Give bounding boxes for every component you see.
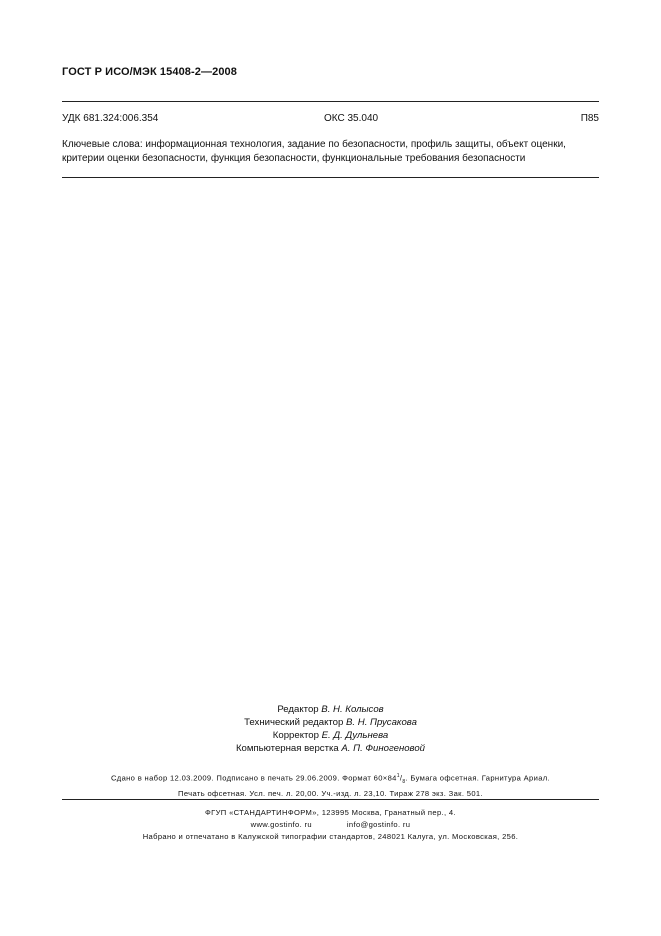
staff-name: А. П. Финогеновой [341,743,426,754]
staff-name: Е. Д. Дульнева [321,730,389,741]
staff-row-corrector [0,729,661,742]
staff-row-editor [0,703,661,716]
staff-row-layout [0,742,661,755]
staff-role: Редактор [277,704,319,715]
format-fraction-denominator: 8 [402,779,406,786]
staff-name: В. Н. Прусакова [346,717,417,728]
keywords-line-1: Ключевые слова: информационная технология, задание по безопасности, профиль защиты, объект оценки, [62,139,566,150]
publisher-line-1: ФГУП «СТАНДАРТИНФОРМ», 123995 Москва, Гранатный пер., 4. [205,808,456,817]
staff-role: Компьютерная верстка [235,743,339,754]
staff-credits [0,703,661,755]
print-info-line-1: Сдано в набор 12.03.2009. Подписано в печать 29.06.2009. Формат $60\times 84^1/_8$. Бумага офсетная. Гарнитура Ариал. [110,773,551,786]
standard-designation: ГОСТ Р ИСО/МЭК 15408-2—2008 [62,66,237,78]
oks-code: ОКС 35.040 [324,113,379,124]
classification-code: П85 [580,113,599,124]
imprint-divider [62,799,599,800]
print-info-line-1-end: . Бумага офсетная. Гарнитура Ариал. [405,773,551,783]
format-fraction-numerator: 1 [396,773,400,779]
print-info-line-1-start: Сдано в набор 12.03.2009. Подписано в печать 29.06.2009. Формат 60×84 [110,773,397,783]
publisher-line-3: Набрано и отпечатано в Калужской типографии стандартов, 248021 Калуга, ул. Московская, 256. [142,832,519,841]
publisher-contacts [62,819,599,831]
print-info-line-2: Печать офсетная. Усл. печ. л. 20,00. Уч.-изд. л. 23,10. Тираж 278 экз. Зак. 501. [178,789,483,799]
keywords-divider [62,177,599,178]
staff-name: В. Н. Колысов [321,704,384,715]
print-info [62,770,599,800]
udk-code: УДК 681.324:006.354 [62,113,159,124]
top-divider [62,101,599,102]
keywords-block [62,138,602,166]
publisher-email: info@gostinfo. ru [346,820,411,829]
keywords-line-2: критерии оценки безопасности, функция безопасности, функциональные требования безопасности [62,153,526,164]
publisher-info [62,807,599,843]
staff-role: Корректор [272,730,319,741]
staff-row-tech-editor [0,716,661,729]
publisher-website: www.gostinfo. ru [250,820,312,829]
staff-role: Технический редактор [244,717,344,728]
